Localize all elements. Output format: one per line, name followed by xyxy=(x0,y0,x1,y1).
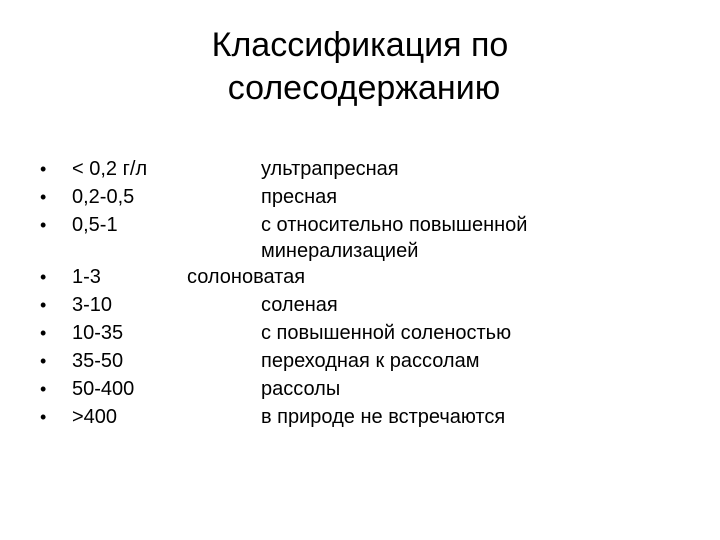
title-line-1: Классификация по xyxy=(211,26,509,64)
list-item xyxy=(0,292,720,319)
list-item xyxy=(0,404,720,431)
list-item xyxy=(0,264,720,291)
slide-title xyxy=(0,24,720,109)
water-type: с повышенной соленостью xyxy=(261,322,512,344)
bullet: • xyxy=(40,407,47,427)
list-item xyxy=(0,320,720,347)
water-type: солоноватая xyxy=(187,266,306,288)
bullet: • xyxy=(40,187,47,207)
salinity-value: 0,2-0,5 xyxy=(72,186,135,208)
list-item xyxy=(0,376,720,403)
list-item xyxy=(0,212,720,239)
list-item xyxy=(0,184,720,211)
water-type: переходная к рассолам xyxy=(261,350,480,372)
salinity-value: >400 xyxy=(72,406,118,428)
salinity-value: < 0,2 г/л xyxy=(72,158,148,180)
title-line-2: солесодержанию xyxy=(227,68,501,107)
salinity-value: 35-50 xyxy=(72,350,124,372)
bullet: • xyxy=(40,379,47,399)
water-type: соленая xyxy=(261,294,338,316)
bullet: • xyxy=(40,323,47,343)
water-type: пресная xyxy=(261,186,338,208)
water-type: рассолы xyxy=(261,378,341,400)
bullet: • xyxy=(40,159,47,179)
bullet: • xyxy=(40,267,47,287)
list-item xyxy=(0,348,720,375)
water-type: с относительно повышенной xyxy=(261,214,528,236)
water-type: в природе не встречаются xyxy=(261,406,506,428)
salinity-value: 50-400 xyxy=(72,378,135,400)
bullet: • xyxy=(40,351,47,371)
salinity-value: 3-10 xyxy=(72,294,113,316)
bullet: • xyxy=(40,295,47,315)
salinity-value: 1-3 xyxy=(72,266,101,288)
salinity-value: 0,5-1 xyxy=(72,214,118,236)
water-type: ультрапресная xyxy=(261,158,399,180)
water-type-continuation: минерализацией xyxy=(261,240,419,262)
salinity-value: 10-35 xyxy=(72,322,124,344)
bullet: • xyxy=(40,215,47,235)
list-item xyxy=(0,156,720,183)
